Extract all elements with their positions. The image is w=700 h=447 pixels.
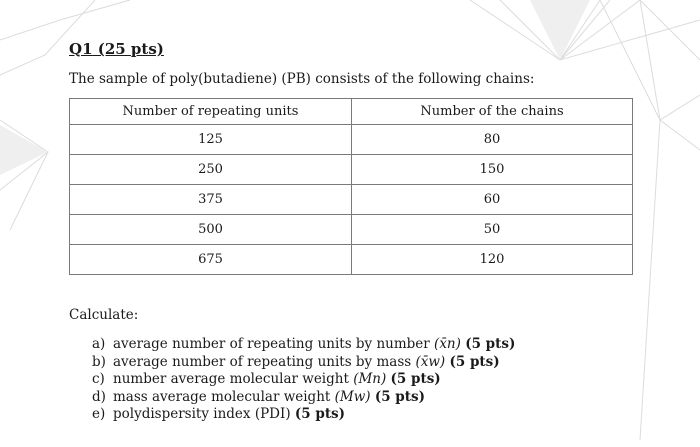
item-symbol: (x̄n) xyxy=(434,336,461,352)
item-text: average number of repeating units by number xyxy=(113,336,430,352)
item-letter: e) xyxy=(92,406,106,422)
cell-repeating-units: 500 xyxy=(70,215,352,245)
table-row xyxy=(70,215,633,245)
item-points: (5 pts) xyxy=(374,388,425,405)
cell-chains: 80 xyxy=(352,125,633,155)
cell-chains: 150 xyxy=(352,155,633,185)
item-letter: b) xyxy=(92,353,106,370)
list-item xyxy=(92,336,515,354)
task-list xyxy=(92,336,515,424)
cell-chains: 50 xyxy=(352,215,633,245)
item-symbol: (Mw) xyxy=(334,388,371,405)
item-text: number average molecular weight xyxy=(113,371,349,387)
header-repeating-units: Number of repeating units xyxy=(70,99,352,125)
item-letter: c) xyxy=(92,371,105,387)
table-row xyxy=(70,245,633,275)
cell-chains: 60 xyxy=(352,185,633,215)
item-points: (5 pts) xyxy=(390,371,441,387)
question-intro: The sample of poly(butadiene) (PB) consists of the following chains: xyxy=(69,71,535,87)
item-letter: a) xyxy=(92,336,106,352)
table-row xyxy=(70,155,633,185)
item-symbol: (x̄w) xyxy=(415,353,446,370)
item-text: polydispersity index (PDI) xyxy=(113,406,291,422)
table-row xyxy=(70,125,633,155)
calculate-label: Calculate: xyxy=(69,307,139,323)
item-text: mass average molecular weight xyxy=(113,388,331,405)
table-header-row xyxy=(70,99,633,125)
chains-table xyxy=(69,98,633,275)
cell-repeating-units: 675 xyxy=(70,245,352,275)
list-item xyxy=(92,406,515,424)
item-points: (5 pts) xyxy=(465,336,516,352)
item-text: average number of repeating units by mass xyxy=(113,353,412,370)
list-item xyxy=(92,389,515,407)
table-row xyxy=(70,185,633,215)
cell-chains: 120 xyxy=(352,245,633,275)
cell-repeating-units: 125 xyxy=(70,125,352,155)
item-letter: d) xyxy=(92,388,106,405)
question-title: Q1 (25 pts) xyxy=(69,40,164,58)
cell-repeating-units: 250 xyxy=(70,155,352,185)
list-item xyxy=(92,371,515,389)
list-item xyxy=(92,354,515,372)
item-points: (5 pts) xyxy=(294,406,346,422)
item-symbol: (Mn) xyxy=(353,371,387,387)
cell-repeating-units: 375 xyxy=(70,185,352,215)
header-number-of-chains: Number of the chains xyxy=(352,99,633,125)
item-points: (5 pts) xyxy=(449,353,500,370)
